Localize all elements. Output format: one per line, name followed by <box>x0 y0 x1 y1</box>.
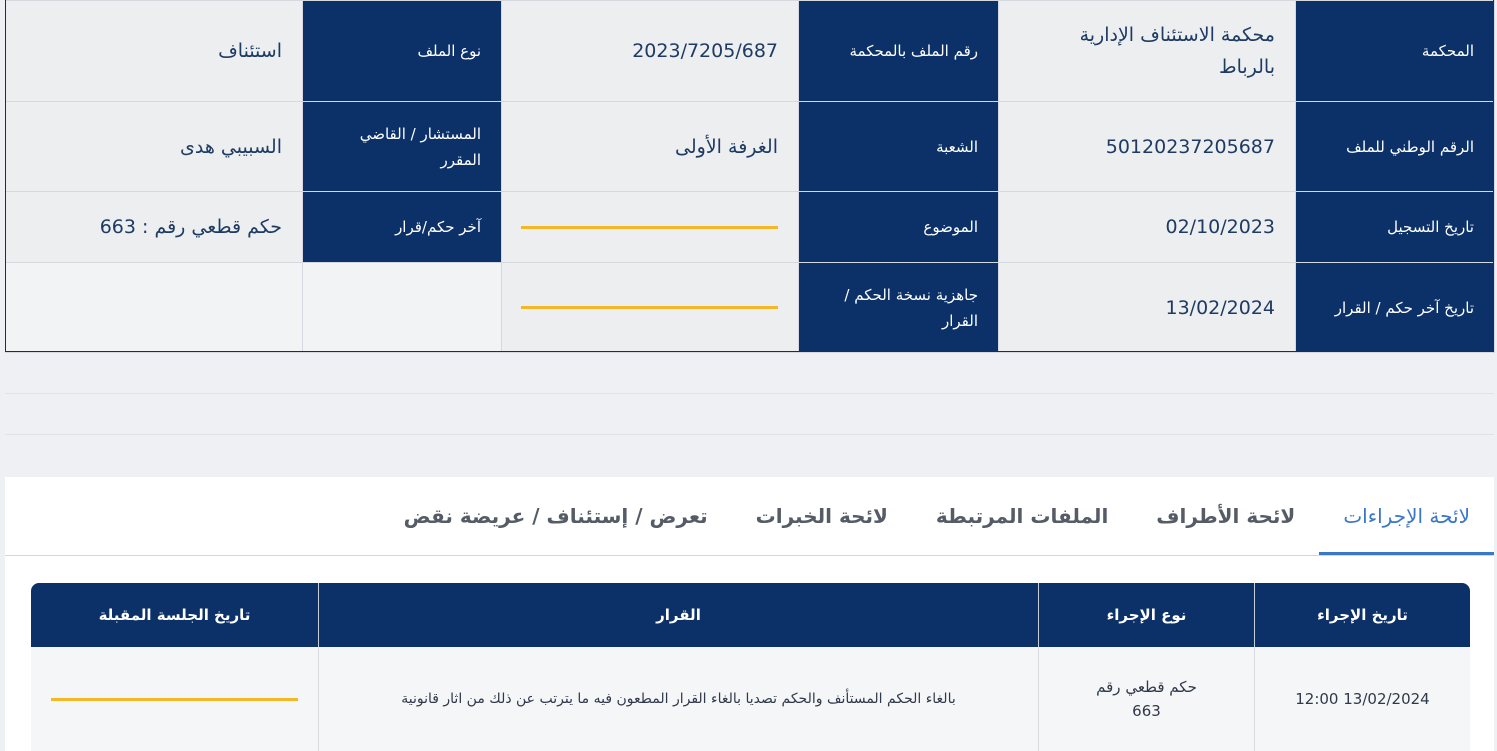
last-judgment-date-label: تاريخ آخر حكم / القرار <box>1296 263 1495 353</box>
empty-value-marker <box>51 698 298 701</box>
tab-procedures[interactable]: لائحة الإجراءات <box>1319 477 1494 555</box>
next-session-cell <box>31 647 318 751</box>
divider <box>5 393 1494 394</box>
divider <box>5 434 1494 435</box>
copy-ready-label: جاهزية نسخة الحكم / القرار <box>799 263 999 353</box>
judge-label: المستشار / القاضي المقرر <box>303 102 502 192</box>
division-label: الشعبة <box>799 102 999 192</box>
tab-expertise[interactable]: لائحة الخبرات <box>755 504 888 528</box>
subject-label: الموضوع <box>799 192 999 263</box>
tab-bar <box>5 477 1494 556</box>
last-judgment-value: حكم قطعي رقم : 663 <box>6 192 303 263</box>
tab-appeals[interactable]: تعرض / إستئناف / عريضة نقض <box>403 504 708 528</box>
info-row-national <box>6 102 1495 192</box>
copy-ready-value <box>502 263 799 353</box>
info-row-last-judgment-date <box>6 263 1495 353</box>
empty-value-marker <box>521 306 778 309</box>
case-info-table <box>5 0 1495 353</box>
procedures-table <box>31 583 1470 751</box>
empty-cell <box>303 263 502 353</box>
national-number-value: 50120237205687 <box>999 102 1296 192</box>
national-number-label: الرقم الوطني للملف <box>1296 102 1495 192</box>
column-header-decision: القرار <box>318 583 1038 647</box>
column-header-next-session: تاريخ الجلسة المقبلة <box>31 583 318 647</box>
procedure-type-cell: حكم قطعي رقم 663 <box>1038 647 1254 751</box>
subject-value <box>502 192 799 263</box>
column-header-procedure-type: نوع الإجراء <box>1038 583 1254 647</box>
registration-date-value: 02/10/2023 <box>999 192 1296 263</box>
info-row-court <box>6 1 1495 102</box>
judge-value: السبيبي هدى <box>6 102 303 192</box>
empty-cell <box>6 263 303 353</box>
court-file-number-value: 2023/7205/687 <box>502 1 799 102</box>
tab-related-files[interactable]: الملفات المرتبطة <box>935 504 1109 528</box>
decision-cell: بالغاء الحكم المستأنف والحكم تصديا بالغاء القرار المطعون فيه ما يترتب عن ذلك من اثار قانونية <box>318 647 1038 751</box>
table-row <box>31 647 1470 751</box>
file-type-label: نوع الملف <box>303 1 502 102</box>
details-panel <box>5 477 1494 751</box>
court-label: المحكمة <box>1296 1 1495 102</box>
last-judgment-date-value: 13/02/2024 <box>999 263 1296 353</box>
last-judgment-label: آخر حكم/قرار <box>303 192 502 263</box>
procedures-header-row <box>31 583 1470 647</box>
column-header-procedure-date: تاريخ الإجراء <box>1254 583 1470 647</box>
empty-value-marker <box>521 226 778 229</box>
info-row-registration <box>6 192 1495 263</box>
court-value: محكمة الاستئناف الإدارية بالرباط <box>999 1 1296 102</box>
registration-date-label: تاريخ التسجيل <box>1296 192 1495 263</box>
procedure-date-cell: 13/02/2024 12:00 <box>1254 647 1470 751</box>
file-type-value: استئناف <box>6 1 303 102</box>
court-file-number-label: رقم الملف بالمحكمة <box>799 1 999 102</box>
division-value: الغرفة الأولى <box>502 102 799 192</box>
tab-parties[interactable]: لائحة الأطراف <box>1156 504 1296 528</box>
